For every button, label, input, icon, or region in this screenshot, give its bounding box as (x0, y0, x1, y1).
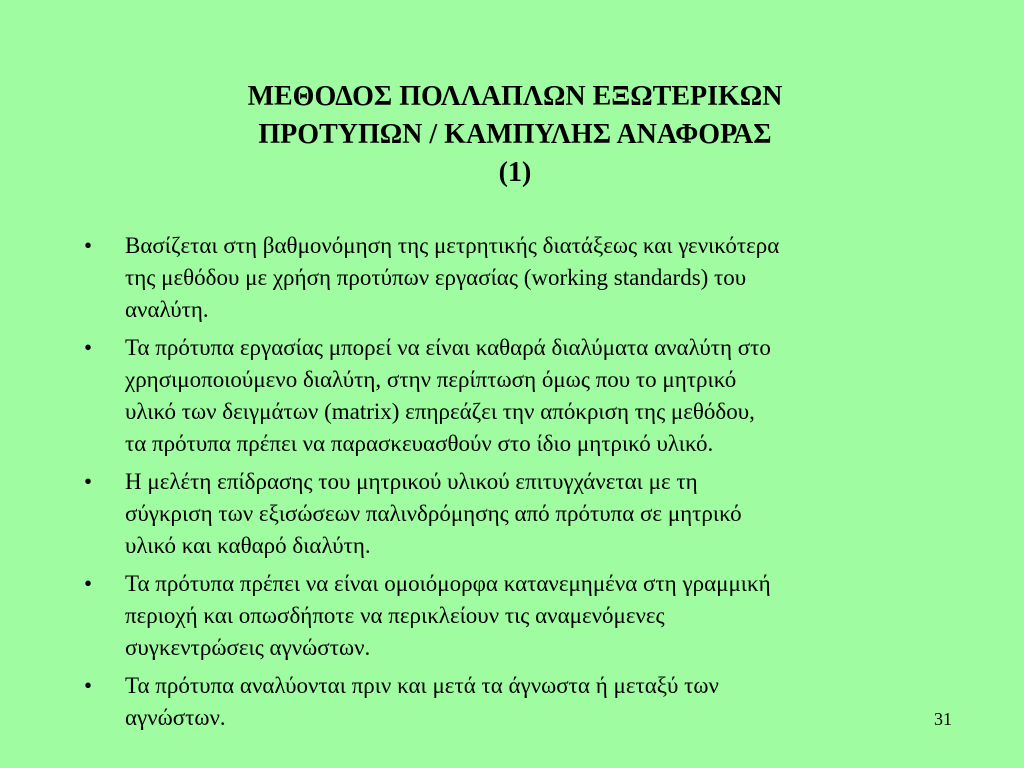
bullet-item (84, 230, 954, 326)
bullet-icon: • (84, 335, 93, 360)
bullet-text-line: Η μελέτη επίδρασης του μητρικού υλικού επιτυγχάνεται με τη (125, 469, 698, 494)
bullet-icon: • (84, 571, 93, 596)
bullet-item (84, 332, 954, 460)
title-line: ΠΡΟΤΥΠΩΝ / ΚΑΜΠΥΛΗΣ ΑΝΑΦΟΡΑΣ (258, 119, 772, 150)
bullet-text-line: υλικό των δειγμάτων (matrix) επηρεάζει την απόκριση της μεθόδου, (125, 399, 755, 424)
bullet-text-line: σύγκριση των εξισώσεων παλινδρόμησης από πρότυπα σε μητρικό (125, 501, 742, 526)
bullet-icon: • (84, 233, 93, 258)
page-number: 31 (934, 709, 952, 729)
bullet-text-line: συγκεντρώσεις αγνώστων. (125, 635, 371, 660)
bullet-text-line: αναλύτη. (125, 297, 209, 322)
bullet-icon: • (84, 673, 93, 698)
bullet-list (84, 230, 954, 740)
title-line: ΜΕΘΟΔΟΣ ΠΟΛΛΑΠΛΩΝ ΕΞΩΤΕΡΙΚΩΝ (247, 81, 783, 112)
title-line: (1) (498, 157, 532, 188)
bullet-text-line: υλικό και καθαρό διαλύτη. (125, 533, 371, 558)
bullet-text-line: της μεθόδου με χρήση προτύπων εργασίας (working standards) του (125, 265, 747, 290)
bullet-icon: • (84, 469, 93, 494)
bullet-item (84, 568, 954, 664)
bullet-item (84, 466, 954, 562)
bullet-text-line: Τα πρότυπα αναλύονται πριν και μετά τα άγνωστα ή μεταξύ των (125, 673, 719, 698)
bullet-text-line: τα πρότυπα πρέπει να παρασκευασθούν στο ίδιο μητρικό υλικό. (125, 431, 714, 456)
bullet-text-line: Τα πρότυπα πρέπει να είναι ομοιόμορφα κατανεμημένα στη γραμμική (125, 571, 771, 596)
bullet-item (84, 670, 954, 734)
slide-title (120, 78, 910, 192)
bullet-text-line: αγνώστων. (125, 705, 226, 730)
bullet-text-line: Τα πρότυπα εργασίας μπορεί να είναι καθαρά διαλύματα αναλύτη στο (125, 335, 771, 360)
bullet-text-line: Βασίζεται στη βαθμονόμηση της μετρητικής διατάξεως και γενικότερα (125, 233, 780, 258)
bullet-text-line: χρησιμοποιούμενο διαλύτη, στην περίπτωση όμως που το μητρικό (125, 367, 737, 392)
bullet-text-line: περιοχή και οπωσδήποτε να περικλείουν τις αναμενόμενες (125, 603, 665, 628)
